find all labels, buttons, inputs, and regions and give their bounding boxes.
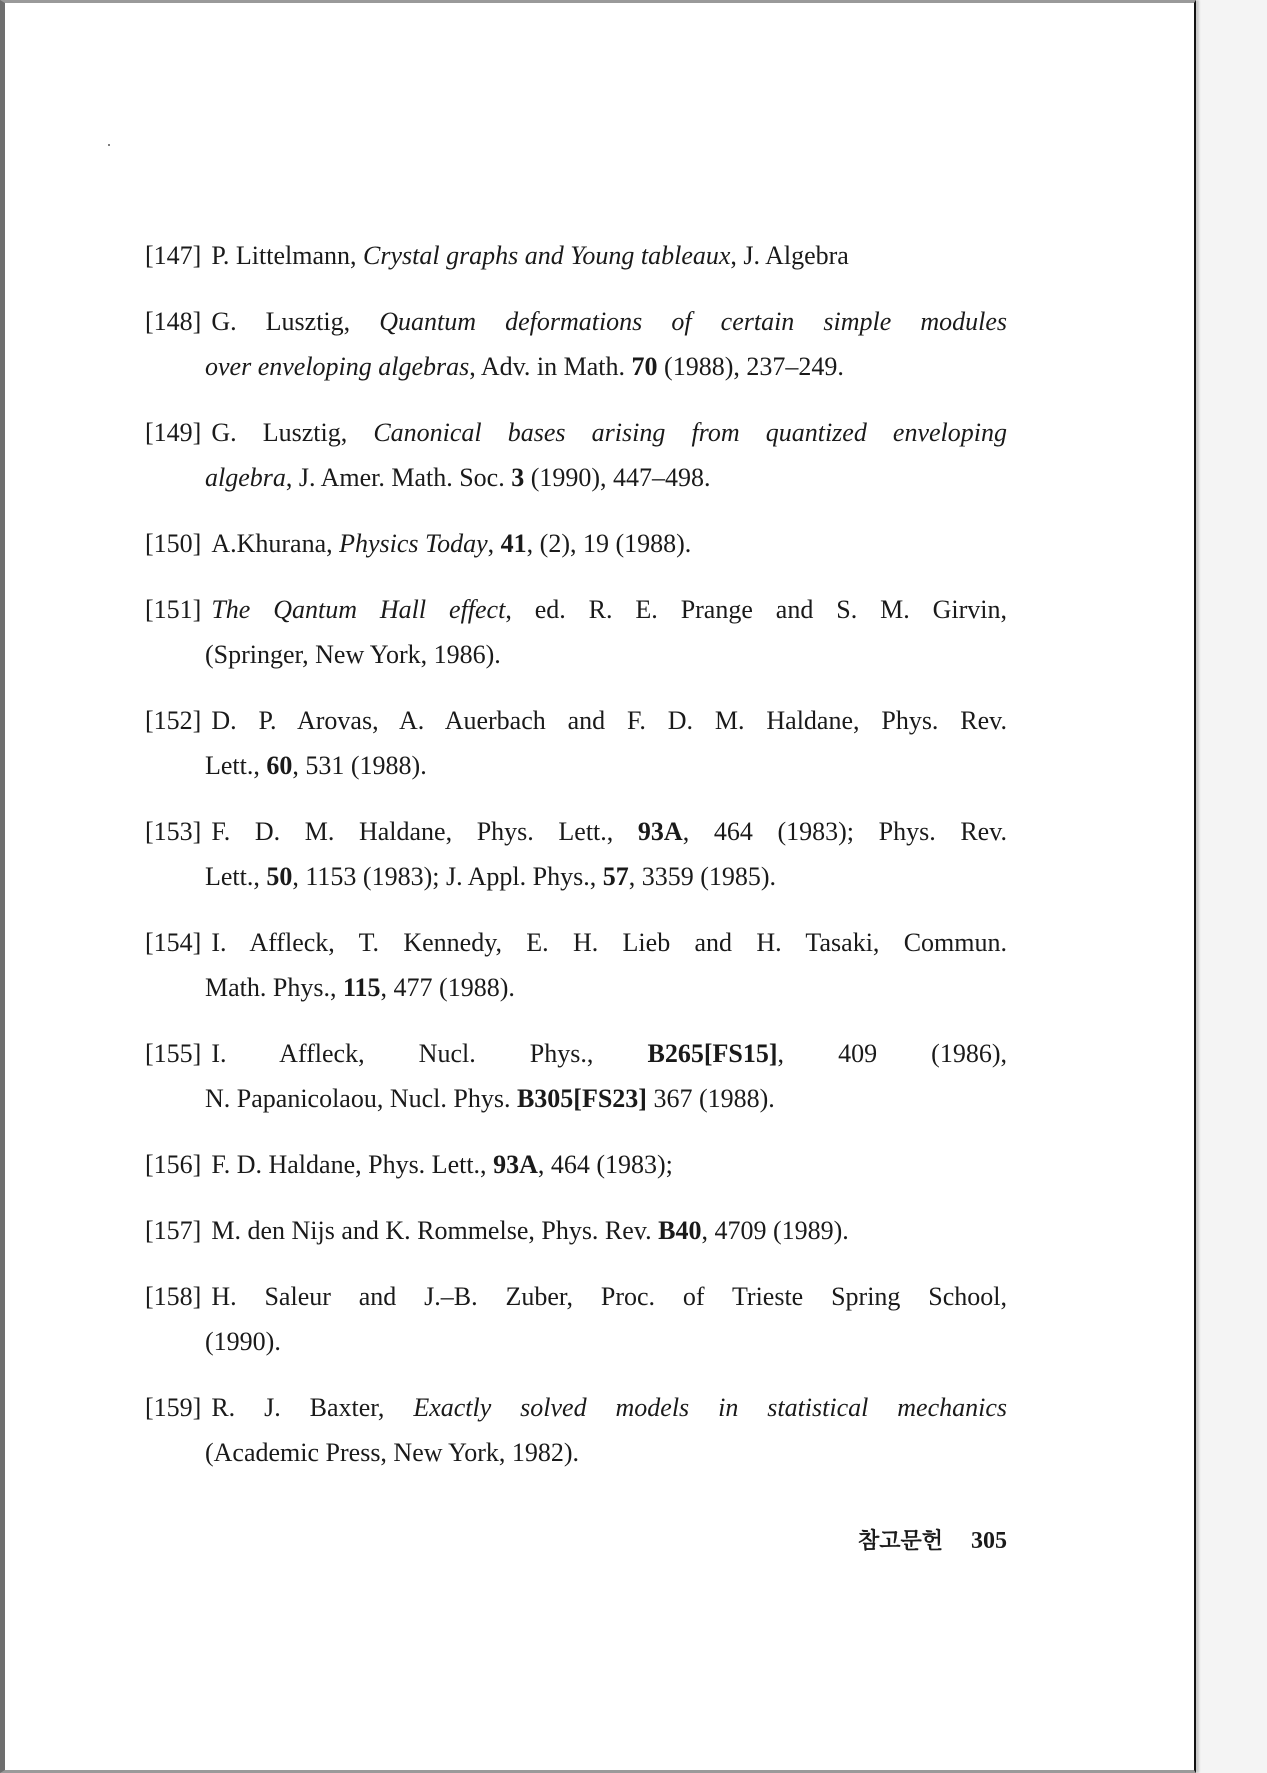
- scan-speck: [108, 144, 110, 146]
- reference-number: [154]: [145, 928, 202, 957]
- reference-number: [147]: [145, 241, 202, 270]
- reference-entry: [145, 299, 1007, 389]
- reference-first-line: [145, 809, 1007, 854]
- reference-text: , J. Amer. Math. Soc.: [285, 463, 512, 492]
- reference-text: G. Lusztig,: [211, 418, 374, 447]
- reference-volume: 3: [511, 463, 525, 492]
- reference-text: F. D. Haldane, Phys. Lett.,: [211, 1150, 494, 1179]
- reference-text: I. Affleck, Nucl. Phys.,: [211, 1039, 648, 1068]
- reference-text: , 477 (1988).: [380, 973, 515, 1002]
- reference-text: , 464 (1983); Phys. Rev.: [682, 817, 1008, 846]
- reference-first-line: [145, 1208, 1007, 1253]
- reference-number: [149]: [145, 418, 202, 447]
- reference-entry: [145, 1208, 1007, 1253]
- reference-continuation-line: [145, 1430, 1007, 1475]
- reference-first-line: [145, 698, 1007, 743]
- reference-volume: 70: [631, 352, 658, 381]
- reference-volume: B40: [658, 1216, 702, 1245]
- reference-text: (1988), 237–249.: [657, 352, 844, 381]
- reference-number: [150]: [145, 529, 202, 558]
- reference-first-line: [145, 233, 1007, 278]
- reference-title: over enveloping algebras: [205, 352, 470, 381]
- reference-title: The Qantum Hall effect: [211, 595, 506, 624]
- reference-continuation-line: [145, 743, 1007, 788]
- reference-number: [159]: [145, 1393, 202, 1422]
- reference-text: , 1153 (1983); J. Appl. Phys.,: [292, 862, 603, 891]
- reference-continuation-line: [145, 854, 1007, 899]
- reference-text: R. J. Baxter,: [211, 1393, 414, 1422]
- reference-number: [151]: [145, 595, 202, 624]
- reference-first-line: [145, 299, 1007, 344]
- reference-title: Exactly solved models in statistical mechanics: [413, 1393, 1008, 1422]
- reference-text: M. den Nijs and K. Rommelse, Phys. Rev.: [211, 1216, 659, 1245]
- reference-title: algebra: [205, 463, 286, 492]
- reference-volume: 60: [266, 751, 293, 780]
- reference-first-line: [145, 521, 1007, 566]
- reference-volume: 57: [602, 862, 629, 891]
- reference-volume: 41: [500, 529, 527, 558]
- reference-continuation-line: [145, 965, 1007, 1010]
- reference-first-line: [145, 587, 1007, 632]
- reference-first-line: [145, 1385, 1007, 1430]
- reference-entry: [145, 1142, 1007, 1187]
- reference-text: 367 (1988).: [646, 1084, 775, 1113]
- reference-text: , ed. R. E. Prange and S. M. Girvin,: [505, 595, 1007, 624]
- reference-title: Quantum deformations of certain simple modules: [379, 307, 1007, 336]
- reference-number: [148]: [145, 307, 202, 336]
- reference-number: [155]: [145, 1039, 202, 1068]
- reference-text: H. Saleur and J.–B. Zuber, Proc. of Trieste Spring School,: [211, 1282, 1007, 1311]
- reference-text: P. Littelmann,: [211, 241, 363, 270]
- reference-title: Crystal graphs and Young tableaux: [363, 241, 731, 270]
- reference-text: , 3359 (1985).: [628, 862, 777, 891]
- reference-text: (1990), 447–498.: [524, 463, 711, 492]
- reference-entry: [145, 233, 1007, 278]
- reference-volume: 115: [342, 973, 381, 1002]
- reference-text: , 464 (1983);: [537, 1150, 673, 1179]
- reference-text: Math. Phys.,: [205, 973, 343, 1002]
- reference-text: (1990).: [205, 1327, 281, 1356]
- reference-first-line: [145, 1031, 1007, 1076]
- reference-number: [153]: [145, 817, 202, 846]
- reference-continuation-line: [145, 632, 1007, 677]
- reference-text: F. D. M. Haldane, Phys. Lett.,: [211, 817, 638, 846]
- reference-entry: [145, 521, 1007, 566]
- reference-text: ,: [487, 529, 501, 558]
- reference-text: , 409 (1986),: [777, 1039, 1007, 1068]
- reference-first-line: [145, 920, 1007, 965]
- reference-text: I. Affleck, T. Kennedy, E. H. Lieb and H. Tasaki, Commun.: [211, 928, 1007, 957]
- reference-text: Lett.,: [205, 862, 267, 891]
- reference-volume: 50: [266, 862, 293, 891]
- reference-entry: [145, 1385, 1007, 1475]
- reference-text: , 4709 (1989).: [701, 1216, 849, 1245]
- reference-text: (Academic Press, New York, 1982).: [205, 1438, 580, 1467]
- reference-first-line: [145, 1274, 1007, 1319]
- reference-text: , Adv. in Math.: [469, 352, 632, 381]
- reference-text: D. P. Arovas, A. Auerbach and F. D. M. Haldane, Phys. Rev.: [211, 706, 1007, 735]
- reference-entry: [145, 1274, 1007, 1364]
- reference-volume: B305[FS23]: [516, 1084, 647, 1113]
- reference-volume: B265[FS15]: [647, 1039, 778, 1068]
- reference-first-line: [145, 410, 1007, 455]
- reference-text: A.Khurana,: [211, 529, 340, 558]
- reference-volume: 93A: [493, 1150, 538, 1179]
- reference-first-line: [145, 1142, 1007, 1187]
- reference-text: (Springer, New York, 1986).: [205, 640, 501, 669]
- reference-continuation-line: [145, 344, 1007, 389]
- reference-number: [157]: [145, 1216, 202, 1245]
- reference-text: , 531 (1988).: [292, 751, 427, 780]
- reference-text: , J. Algebra: [730, 241, 849, 270]
- reference-entry: [145, 1031, 1007, 1121]
- reference-number: [156]: [145, 1150, 202, 1179]
- section-label: 참고문헌: [857, 1529, 943, 1554]
- reference-volume: 93A: [637, 817, 683, 846]
- reference-text: Lett.,: [205, 751, 267, 780]
- reference-text: G. Lusztig,: [211, 307, 380, 336]
- reference-title: Canonical bases arising from quantized enveloping: [373, 418, 1008, 447]
- reference-continuation-line: [145, 1076, 1007, 1121]
- reference-entry: [145, 809, 1007, 899]
- page-footer: [835, 1523, 1007, 1559]
- reference-text: , (2), 19 (1988).: [526, 529, 692, 558]
- reference-continuation-line: [145, 455, 1007, 500]
- reference-number: [152]: [145, 706, 202, 735]
- reference-entry: [145, 410, 1007, 500]
- page-number: 305: [971, 1528, 1007, 1554]
- reference-number: [158]: [145, 1282, 202, 1311]
- reference-text: N. Papanicolaou, Nucl. Phys.: [205, 1084, 517, 1113]
- reference-continuation-line: [145, 1319, 1007, 1364]
- reference-entry: [145, 920, 1007, 1010]
- reference-entry: [145, 587, 1007, 677]
- reference-title: Physics Today: [339, 529, 488, 558]
- reference-entry: [145, 698, 1007, 788]
